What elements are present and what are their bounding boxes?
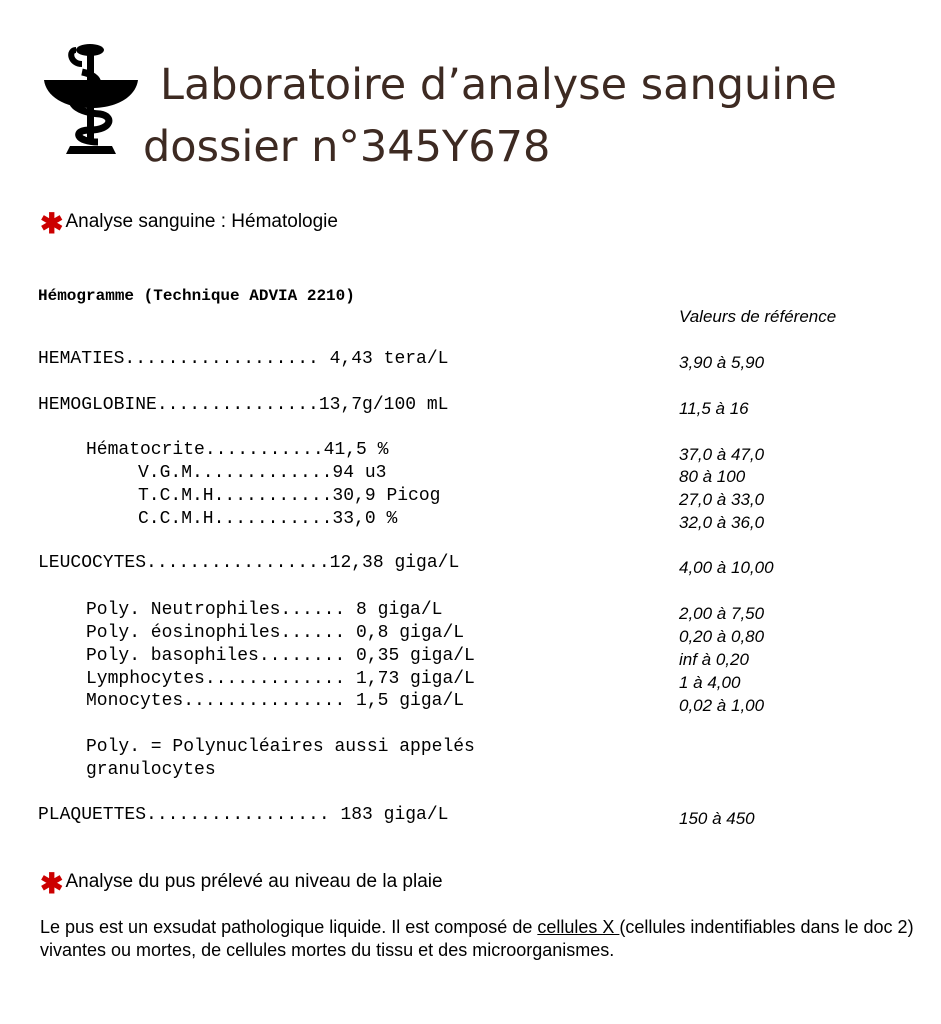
ref-eosinophiles: 0,20 à 0,80: [679, 627, 765, 646]
dossier-number: dossier n°345Y678: [143, 122, 551, 172]
row-tcmh: T.C.M.H...........30,9 Picog: [138, 486, 441, 506]
ref-tcmh: 27,0 à 33,0: [679, 490, 765, 509]
paragraph-text-start: Le pus est un exsudat pathologique liquide. Il est composé de: [40, 917, 538, 937]
row-hemoglobine: HEMOGLOBINE...............13,7g/100 mL: [38, 395, 449, 415]
asterisk-icon: ✱: [40, 868, 64, 899]
ref-monocytes: 0,02 à 1,00: [679, 696, 765, 715]
section-label: Analyse du pus prélevé au niveau de la plaie: [65, 871, 443, 892]
ref-vgm: 80 à 100: [679, 467, 746, 486]
ref-leucocytes: 4,00 à 10,00: [679, 558, 774, 577]
pus-paragraph: [40, 916, 920, 962]
row-leucocytes: LEUCOCYTES.................12,38 giga/L: [38, 553, 460, 573]
paragraph-text-end: (cellules indentifiables dans le doc 2) vivantes ou mortes, de cellules mortes du tissu et des microorganismes.: [40, 917, 914, 960]
section-label: Analyse sanguine : Hématologie: [65, 211, 338, 232]
ref-plaquettes: 150 à 450: [679, 809, 755, 828]
row-eosinophiles: Poly. éosinophiles...... 0,8 giga/L: [86, 623, 465, 643]
section-pus: [40, 868, 443, 899]
row-monocytes: Monocytes............... 1,5 giga/L: [86, 691, 465, 711]
section-hematologie: [40, 208, 338, 239]
ref-hemoglobine: 11,5 à 16: [679, 399, 749, 418]
ref-ccmh: 32,0 à 36,0: [679, 513, 765, 532]
row-lymphocytes: Lymphocytes............. 1,73 giga/L: [86, 669, 475, 689]
row-plaquettes: PLAQUETTES................. 183 giga/L: [38, 805, 449, 825]
asterisk-icon: ✱: [40, 208, 64, 239]
row-hematies: HEMATIES.................. 4,43 tera/L: [38, 349, 449, 369]
note-line1: Poly. = Polynucléaires aussi appelés: [86, 737, 475, 757]
ref-hematocrite: 37,0 à 47,0: [679, 445, 765, 464]
ref-lymphocytes: 1 à 4,00: [679, 673, 741, 692]
cellules-x-link: cellules X: [537, 917, 620, 937]
ref-hematies: 3,90 à 5,90: [679, 353, 765, 372]
row-ccmh: C.C.M.H...........33,0 %: [138, 509, 398, 529]
note-line2: granulocytes: [86, 760, 216, 780]
page-title: Laboratoire d’analyse sanguine: [160, 60, 837, 110]
row-hematocrite: Hématocrite...........41,5 %: [86, 440, 389, 460]
ref-neutrophiles: 2,00 à 7,50: [679, 604, 765, 623]
caduceus-icon: [42, 42, 142, 160]
reference-header: Valeurs de référence: [679, 307, 837, 326]
row-neutrophiles: Poly. Neutrophiles...... 8 giga/L: [86, 600, 443, 620]
ref-basophiles: inf à 0,20: [679, 650, 749, 669]
row-vgm: V.G.M.............94 u3: [138, 463, 387, 483]
hemogram-title: Hémogramme (Technique ADVIA 2210): [38, 287, 355, 305]
row-basophiles: Poly. basophiles........ 0,35 giga/L: [86, 646, 475, 666]
